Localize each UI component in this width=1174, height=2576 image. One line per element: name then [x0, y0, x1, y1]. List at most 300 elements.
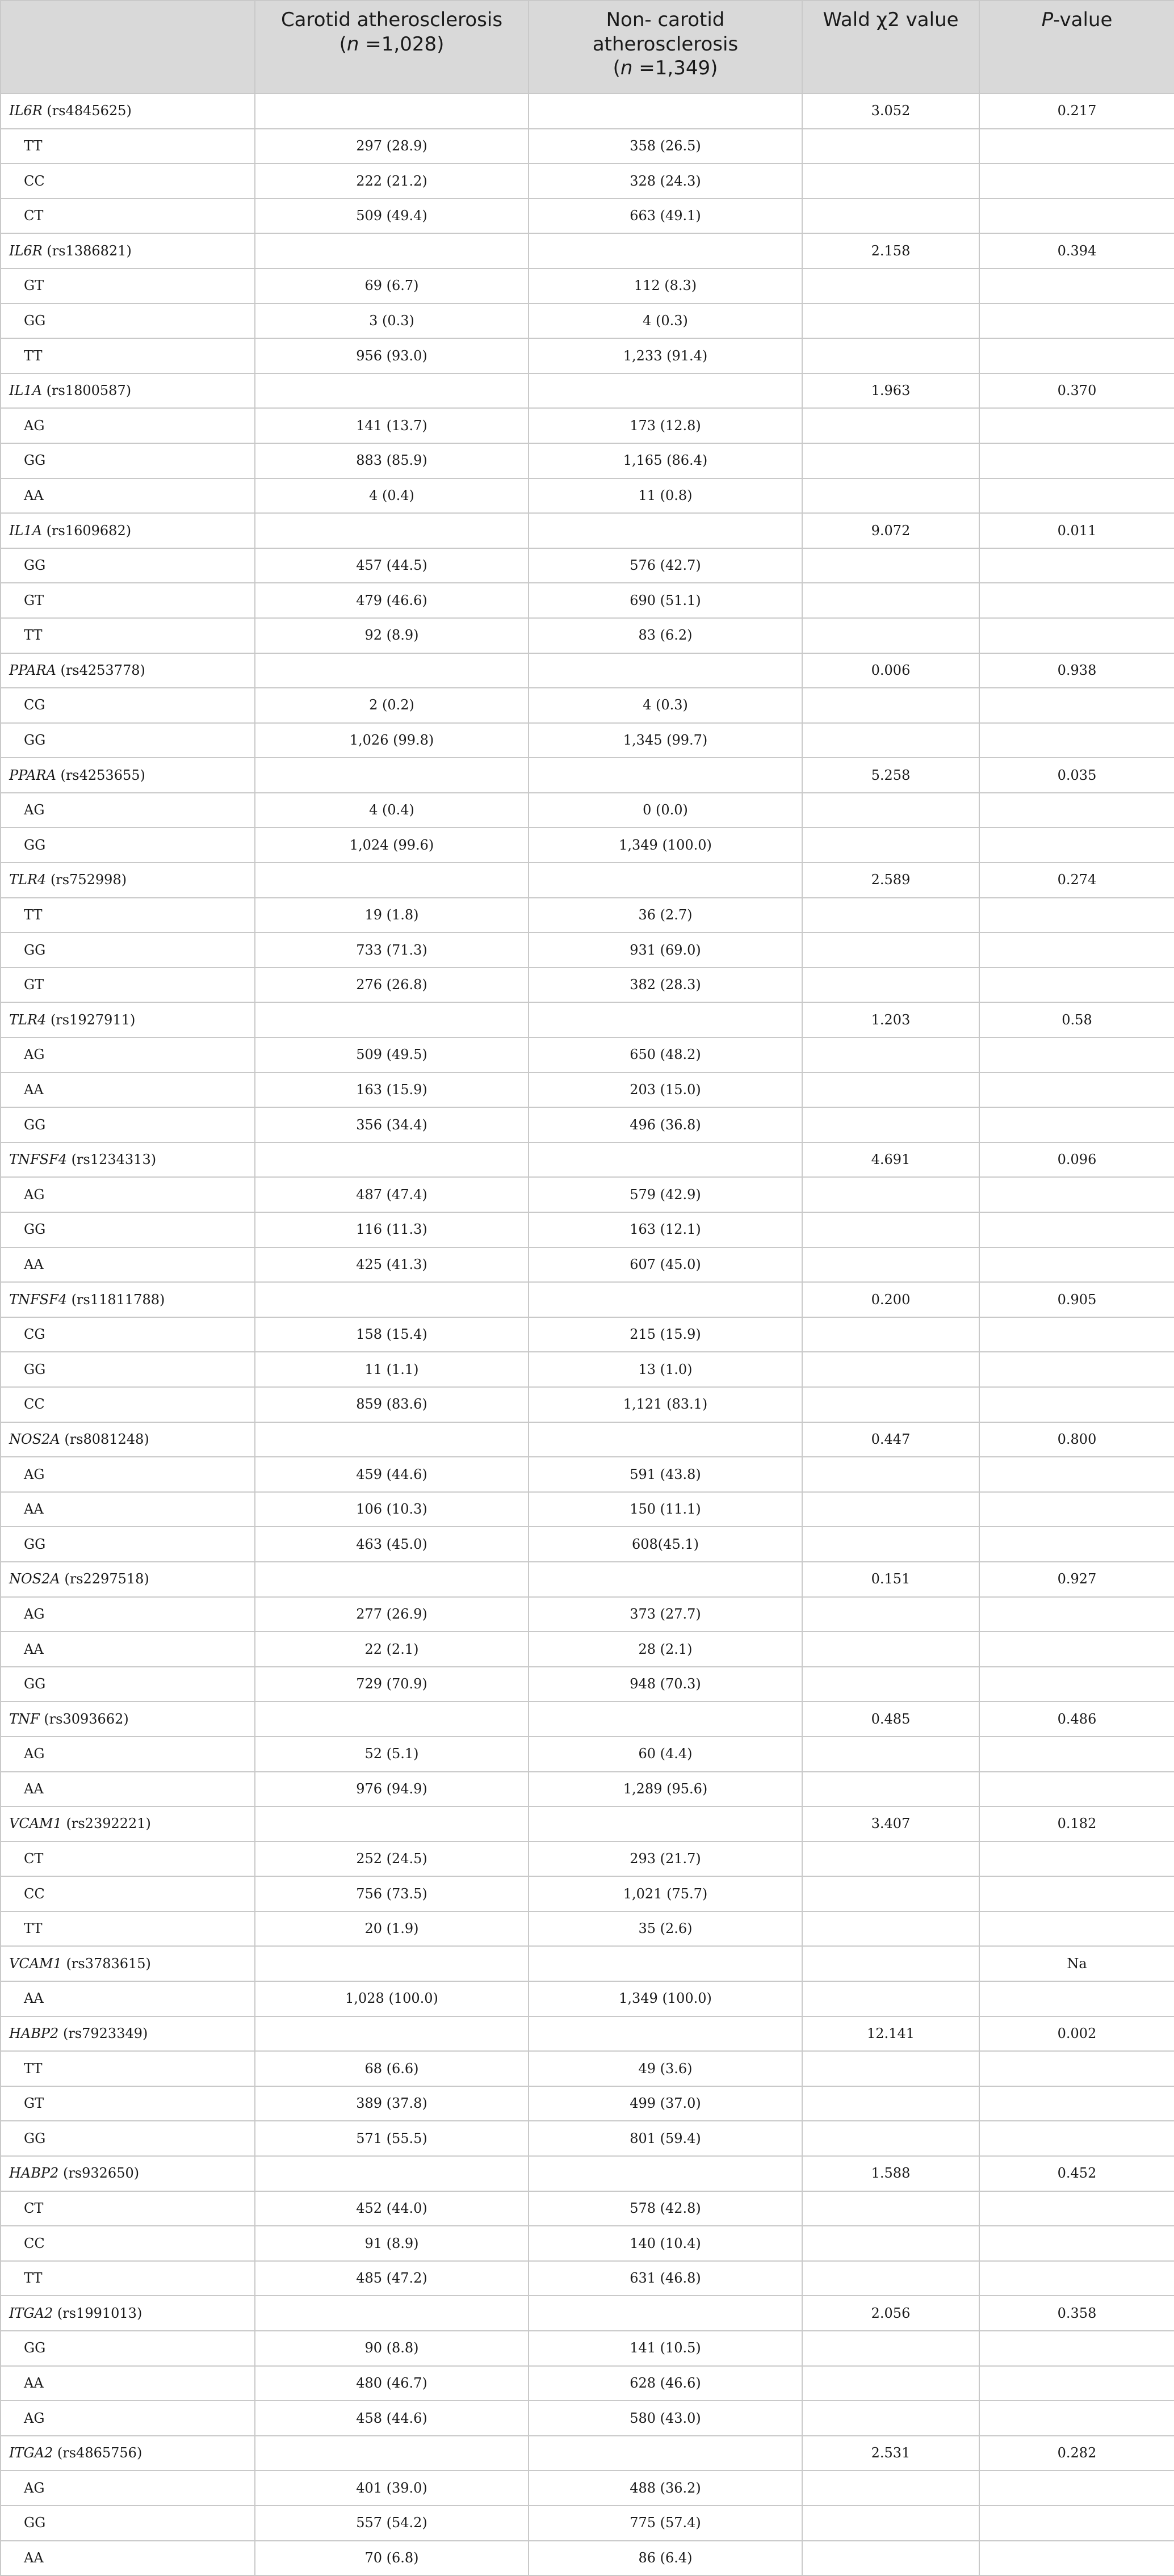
- carotid-count: 2 (0.2): [255, 688, 529, 723]
- empty-cell: [802, 827, 979, 863]
- empty-cell: [979, 968, 1174, 1003]
- genotype: GG: [1, 2121, 255, 2156]
- genotype-row: [1, 1597, 1174, 1632]
- header-p-symbol: P: [1041, 9, 1054, 31]
- genotype: GG: [1, 723, 255, 758]
- genotype-row: [1, 688, 1174, 723]
- genotype: GG: [1, 304, 255, 339]
- empty-cell: [529, 1806, 802, 1842]
- carotid-count: 11 (1.1): [255, 1352, 529, 1387]
- snp-header-row: [1, 94, 1174, 129]
- wald-value: 12.141: [802, 2016, 979, 2052]
- carotid-count: 22 (2.1): [255, 1632, 529, 1667]
- empty-cell: [802, 2366, 979, 2401]
- rs-id: (rs1234313): [71, 1152, 157, 1168]
- empty-cell: [979, 1177, 1174, 1212]
- empty-cell: [979, 548, 1174, 583]
- empty-cell: [802, 1457, 979, 1492]
- wald-value: 2.158: [802, 233, 979, 268]
- carotid-count: 20 (1.9): [255, 1911, 529, 1947]
- non-carotid-count: 801 (59.4): [529, 2121, 802, 2156]
- gene-name: TLR4: [9, 1011, 47, 1028]
- carotid-count: 276 (26.8): [255, 968, 529, 1003]
- gene-name: TNF: [9, 1711, 40, 1727]
- genotype-row: [1, 618, 1174, 653]
- genotype: CT: [1, 1842, 255, 1877]
- snp-header-row: [1, 233, 1174, 268]
- p-value: 0.927: [979, 1562, 1174, 1597]
- empty-cell: [979, 1527, 1174, 1562]
- genotype-row: [1, 2191, 1174, 2226]
- empty-cell: [255, 1562, 529, 1597]
- p-value: 0.452: [979, 2156, 1174, 2191]
- empty-cell: [979, 1772, 1174, 1807]
- carotid-count: 222 (21.2): [255, 163, 529, 199]
- genotype: AG: [1, 1737, 255, 1772]
- non-carotid-count: 4 (0.3): [529, 688, 802, 723]
- genotype: CC: [1, 2226, 255, 2261]
- wald-value: 0.485: [802, 1701, 979, 1737]
- carotid-count: 459 (44.6): [255, 1457, 529, 1492]
- empty-cell: [802, 898, 979, 933]
- genotype-row: [1, 1037, 1174, 1073]
- empty-cell: [802, 1737, 979, 1772]
- genotype-row: [1, 1387, 1174, 1422]
- rs-id: (rs1800587): [46, 383, 132, 399]
- non-carotid-count: 650 (48.2): [529, 1037, 802, 1073]
- non-carotid-count: 499 (37.0): [529, 2086, 802, 2121]
- snp-header-row: [1, 513, 1174, 548]
- gene-name: IL1A: [9, 522, 43, 539]
- non-carotid-count: 496 (36.8): [529, 1107, 802, 1142]
- empty-cell: [979, 1107, 1174, 1142]
- empty-cell: [979, 408, 1174, 443]
- non-carotid-count: 373 (27.7): [529, 1597, 802, 1632]
- snp-label: [1, 1002, 255, 1037]
- empty-cell: [979, 1981, 1174, 2016]
- empty-cell: [802, 2121, 979, 2156]
- empty-cell: [979, 2366, 1174, 2401]
- genotype: TT: [1, 2051, 255, 2086]
- p-value: 0.035: [979, 758, 1174, 793]
- genotype: GG: [1, 1352, 255, 1387]
- empty-cell: [979, 827, 1174, 863]
- carotid-count: 91 (8.9): [255, 2226, 529, 2261]
- empty-cell: [802, 583, 979, 618]
- non-carotid-count: 0 (0.0): [529, 793, 802, 828]
- genotype-row: [1, 1667, 1174, 1702]
- carotid-count: 1,024 (99.6): [255, 827, 529, 863]
- p-value: 0.800: [979, 1422, 1174, 1457]
- empty-cell: [255, 653, 529, 688]
- genotype: GG: [1, 2331, 255, 2366]
- rs-id: (rs11811788): [71, 1291, 165, 1308]
- genotype-row: [1, 2261, 1174, 2296]
- genotype-row: [1, 1457, 1174, 1492]
- genotype-row: [1, 268, 1174, 304]
- genotype-row: [1, 2506, 1174, 2541]
- non-carotid-count: 83 (6.2): [529, 618, 802, 653]
- carotid-count: 297 (28.9): [255, 129, 529, 164]
- genotype-row: [1, 1842, 1174, 1877]
- genotype-row: [1, 793, 1174, 828]
- empty-cell: [802, 618, 979, 653]
- snp-header-row: [1, 2296, 1174, 2331]
- empty-cell: [802, 1632, 979, 1667]
- empty-cell: [255, 1002, 529, 1037]
- empty-cell: [802, 548, 979, 583]
- empty-cell: [802, 723, 979, 758]
- genotype: TT: [1, 2261, 255, 2296]
- genotype-row: [1, 583, 1174, 618]
- empty-cell: [979, 1876, 1174, 1911]
- genotype: TT: [1, 618, 255, 653]
- empty-cell: [979, 1352, 1174, 1387]
- empty-cell: [802, 688, 979, 723]
- empty-cell: [802, 2261, 979, 2296]
- carotid-count: 458 (44.6): [255, 2401, 529, 2436]
- genotype: TT: [1, 338, 255, 373]
- genotype: GT: [1, 2086, 255, 2121]
- p-value: 0.938: [979, 653, 1174, 688]
- gene-name: ITGA2: [9, 2305, 53, 2321]
- empty-cell: [979, 932, 1174, 968]
- empty-cell: [255, 1701, 529, 1737]
- wald-value: 1.963: [802, 373, 979, 409]
- wald-value: 5.258: [802, 758, 979, 793]
- carotid-count: 733 (71.3): [255, 932, 529, 968]
- non-carotid-count: 608(45.1): [529, 1527, 802, 1562]
- non-carotid-count: 1,349 (100.0): [529, 827, 802, 863]
- empty-cell: [979, 1667, 1174, 1702]
- snp-header-row: [1, 1701, 1174, 1737]
- genotype: GG: [1, 2506, 255, 2541]
- empty-cell: [979, 2506, 1174, 2541]
- empty-cell: [802, 793, 979, 828]
- genotype: TT: [1, 898, 255, 933]
- empty-cell: [802, 1073, 979, 1108]
- genotype: GT: [1, 583, 255, 618]
- genotype-row: [1, 898, 1174, 933]
- non-carotid-count: 141 (10.5): [529, 2331, 802, 2366]
- empty-cell: [255, 2016, 529, 2052]
- header-non-carotid-atherosclerosis: Non- carotid atherosclerosis (n =1,349): [529, 1, 802, 94]
- genotype: GT: [1, 268, 255, 304]
- non-carotid-count: 631 (46.8): [529, 2261, 802, 2296]
- wald-value: 9.072: [802, 513, 979, 548]
- empty-cell: [979, 1247, 1174, 1283]
- snp-label: [1, 513, 255, 548]
- non-carotid-count: 382 (28.3): [529, 968, 802, 1003]
- carotid-count: 509 (49.5): [255, 1037, 529, 1073]
- non-carotid-count: 293 (21.7): [529, 1842, 802, 1877]
- snp-header-row: [1, 2156, 1174, 2191]
- rs-id: (rs932650): [62, 2165, 140, 2182]
- table-header: [1, 1, 1174, 94]
- wald-value: 3.052: [802, 94, 979, 129]
- carotid-count: 141 (13.7): [255, 408, 529, 443]
- empty-cell: [802, 1492, 979, 1527]
- non-carotid-count: 150 (11.1): [529, 1492, 802, 1527]
- non-carotid-count: 579 (42.9): [529, 1177, 802, 1212]
- empty-cell: [802, 2051, 979, 2086]
- non-carotid-count: 1,021 (75.7): [529, 1876, 802, 1911]
- snp-header-row: [1, 1142, 1174, 1178]
- non-carotid-count: 11 (0.8): [529, 478, 802, 514]
- carotid-count: 571 (55.5): [255, 2121, 529, 2156]
- empty-cell: [979, 2226, 1174, 2261]
- genotype-row: [1, 2401, 1174, 2436]
- snp-header-row: [1, 1946, 1174, 1981]
- snp-label: [1, 1946, 255, 1981]
- rs-id: (rs4845625): [47, 103, 132, 119]
- snp-label: [1, 94, 255, 129]
- snp-label: [1, 233, 255, 268]
- snp-label: [1, 1562, 255, 1597]
- empty-cell: [255, 2436, 529, 2471]
- non-carotid-count: 948 (70.3): [529, 1667, 802, 1702]
- header-p-suffix: -value: [1053, 9, 1113, 31]
- header-non-carotid-count: =1,349): [632, 57, 718, 79]
- genotype-row: [1, 2366, 1174, 2401]
- genotype-row: [1, 338, 1174, 373]
- empty-cell: [255, 1806, 529, 1842]
- non-carotid-count: 36 (2.7): [529, 898, 802, 933]
- header-carotid-atherosclerosis: Carotid atherosclerosis (n =1,028): [255, 1, 529, 94]
- genotype: AA: [1, 2366, 255, 2401]
- genotype-row: [1, 1911, 1174, 1947]
- carotid-count: 92 (8.9): [255, 618, 529, 653]
- empty-cell: [529, 1282, 802, 1317]
- empty-cell: [979, 129, 1174, 164]
- non-carotid-count: 173 (12.8): [529, 408, 802, 443]
- genotype-row: [1, 163, 1174, 199]
- non-carotid-count: 576 (42.7): [529, 548, 802, 583]
- carotid-count: 509 (49.4): [255, 199, 529, 234]
- rs-id: (rs1927911): [50, 1011, 136, 1028]
- wald-value: 2.589: [802, 863, 979, 898]
- p-value: Na: [979, 1946, 1174, 1981]
- empty-cell: [802, 304, 979, 339]
- empty-cell: [979, 1737, 1174, 1772]
- genotype-row: [1, 2121, 1174, 2156]
- carotid-count: 883 (85.9): [255, 443, 529, 478]
- snp-header-row: [1, 1806, 1174, 1842]
- genotype-row: [1, 2226, 1174, 2261]
- snp-header-row: [1, 2436, 1174, 2471]
- gene-name: HABP2: [9, 2165, 59, 2182]
- empty-cell: [529, 2156, 802, 2191]
- empty-cell: [802, 1527, 979, 1562]
- empty-cell: [979, 1387, 1174, 1422]
- snp-header-row: [1, 1422, 1174, 1457]
- genotype: AA: [1, 1632, 255, 1667]
- empty-cell: [255, 1946, 529, 1981]
- header-non-carotid-label-2: atherosclerosis: [592, 32, 739, 56]
- genotype-row: [1, 1247, 1174, 1283]
- non-carotid-count: 4 (0.3): [529, 304, 802, 339]
- empty-cell: [979, 304, 1174, 339]
- empty-cell: [802, 1247, 979, 1283]
- empty-cell: [529, 1701, 802, 1737]
- rs-id: (rs2392221): [66, 1816, 151, 1832]
- non-carotid-count: 1,165 (86.4): [529, 443, 802, 478]
- header-non-carotid-label-1: Non- carotid: [606, 9, 725, 31]
- carotid-count: 106 (10.3): [255, 1492, 529, 1527]
- snp-label: [1, 1282, 255, 1317]
- empty-cell: [979, 898, 1174, 933]
- p-value: 0.217: [979, 94, 1174, 129]
- genotype: AG: [1, 793, 255, 828]
- carotid-count: 557 (54.2): [255, 2506, 529, 2541]
- snp-label: [1, 653, 255, 688]
- genotype: AG: [1, 408, 255, 443]
- empty-cell: [802, 1107, 979, 1142]
- empty-cell: [802, 1037, 979, 1073]
- non-carotid-count: 112 (8.3): [529, 268, 802, 304]
- snp-header-row: [1, 1562, 1174, 1597]
- empty-cell: [255, 233, 529, 268]
- genotype-row: [1, 968, 1174, 1003]
- rs-id: (rs2297518): [64, 1571, 149, 1587]
- header-wald-chi2: Wald χ2 value: [802, 1, 979, 94]
- snp-label: [1, 1701, 255, 1737]
- non-carotid-count: 140 (10.4): [529, 2226, 802, 2261]
- snp-label: [1, 758, 255, 793]
- non-carotid-count: 931 (69.0): [529, 932, 802, 968]
- genotype: CG: [1, 1317, 255, 1352]
- empty-cell: [979, 2470, 1174, 2506]
- empty-cell: [529, 1422, 802, 1457]
- rs-id: (rs3783615): [66, 1955, 151, 1972]
- snp-label: [1, 863, 255, 898]
- empty-cell: [529, 94, 802, 129]
- carotid-count: 4 (0.4): [255, 793, 529, 828]
- empty-cell: [979, 1911, 1174, 1947]
- empty-cell: [255, 1142, 529, 1178]
- genotype: GT: [1, 968, 255, 1003]
- snp-label: [1, 1142, 255, 1178]
- snp-header-row: [1, 653, 1174, 688]
- header-row: [1, 1, 1174, 94]
- carotid-count: 90 (8.8): [255, 2331, 529, 2366]
- carotid-count: 487 (47.4): [255, 1177, 529, 1212]
- empty-cell: [802, 199, 979, 234]
- non-carotid-count: 215 (15.9): [529, 1317, 802, 1352]
- empty-cell: [979, 1037, 1174, 1073]
- empty-cell: [979, 1073, 1174, 1108]
- non-carotid-count: 591 (43.8): [529, 1457, 802, 1492]
- empty-cell: [802, 1911, 979, 1947]
- header-carotid-n-symbol: n: [346, 32, 359, 56]
- genotype-row: [1, 2086, 1174, 2121]
- snp-label: [1, 2016, 255, 2052]
- snp-header-row: [1, 758, 1174, 793]
- empty-cell: [802, 968, 979, 1003]
- gene-name: NOS2A: [9, 1431, 60, 1447]
- snp-label: [1, 1422, 255, 1457]
- empty-cell: [802, 1387, 979, 1422]
- gene-name: TLR4: [9, 872, 47, 888]
- empty-cell: [529, 1562, 802, 1597]
- genotype-row: [1, 408, 1174, 443]
- empty-cell: [979, 2541, 1174, 2576]
- rs-id: (rs1609682): [46, 522, 132, 539]
- carotid-count: 1,028 (100.0): [255, 1981, 529, 2016]
- genotype: CC: [1, 1387, 255, 1422]
- carotid-count: 3 (0.3): [255, 304, 529, 339]
- header-non-carotid-n-symbol: n: [620, 57, 633, 79]
- non-carotid-count: 86 (6.4): [529, 2541, 802, 2576]
- empty-cell: [979, 583, 1174, 618]
- carotid-count: 389 (37.8): [255, 2086, 529, 2121]
- genotype-row: [1, 478, 1174, 514]
- genotype: CT: [1, 2191, 255, 2226]
- rs-id: (rs4865756): [57, 2445, 142, 2461]
- p-value: 0.011: [979, 513, 1174, 548]
- genotype: TT: [1, 129, 255, 164]
- genotype: CG: [1, 688, 255, 723]
- genotype-row: [1, 2470, 1174, 2506]
- gene-name: NOS2A: [9, 1571, 60, 1587]
- genotype-row: [1, 304, 1174, 339]
- wald-value: 0.006: [802, 653, 979, 688]
- empty-cell: [979, 1842, 1174, 1877]
- empty-cell: [979, 2191, 1174, 2226]
- genotype: AA: [1, 1492, 255, 1527]
- empty-cell: [802, 1597, 979, 1632]
- empty-cell: [802, 163, 979, 199]
- genotype: AA: [1, 1247, 255, 1283]
- gene-name: TNFSF4: [9, 1152, 68, 1168]
- empty-cell: [979, 2086, 1174, 2121]
- genotype: GG: [1, 932, 255, 968]
- table-body: [1, 94, 1174, 2575]
- carotid-count: 859 (83.6): [255, 1387, 529, 1422]
- non-carotid-count: 690 (51.1): [529, 583, 802, 618]
- genotype-row: [1, 1492, 1174, 1527]
- genotype: AG: [1, 2401, 255, 2436]
- gene-name: HABP2: [9, 2025, 59, 2042]
- genotype-row: [1, 932, 1174, 968]
- empty-cell: [802, 408, 979, 443]
- carotid-count: 452 (44.0): [255, 2191, 529, 2226]
- non-carotid-count: 578 (42.8): [529, 2191, 802, 2226]
- genotype: AG: [1, 1597, 255, 1632]
- header-snp: [1, 1, 255, 94]
- rs-id: (rs7923349): [62, 2025, 148, 2042]
- gene-name: VCAM1: [9, 1816, 62, 1832]
- header-carotid-label: Carotid atherosclerosis: [280, 9, 503, 31]
- wald-value: 0.200: [802, 1282, 979, 1317]
- genotype-row: [1, 1177, 1174, 1212]
- non-carotid-count: 60 (4.4): [529, 1737, 802, 1772]
- carotid-count: 19 (1.8): [255, 898, 529, 933]
- empty-cell: [802, 1352, 979, 1387]
- non-carotid-count: 163 (12.1): [529, 1212, 802, 1247]
- empty-cell: [802, 2331, 979, 2366]
- empty-cell: [802, 2541, 979, 2576]
- genotype: GG: [1, 1667, 255, 1702]
- empty-cell: [979, 618, 1174, 653]
- empty-cell: [255, 373, 529, 409]
- genotype-row: [1, 1107, 1174, 1142]
- genotype-row: [1, 1737, 1174, 1772]
- empty-cell: [529, 758, 802, 793]
- rs-id: (rs752998): [50, 872, 127, 888]
- empty-cell: [979, 1317, 1174, 1352]
- non-carotid-count: 203 (15.0): [529, 1073, 802, 1108]
